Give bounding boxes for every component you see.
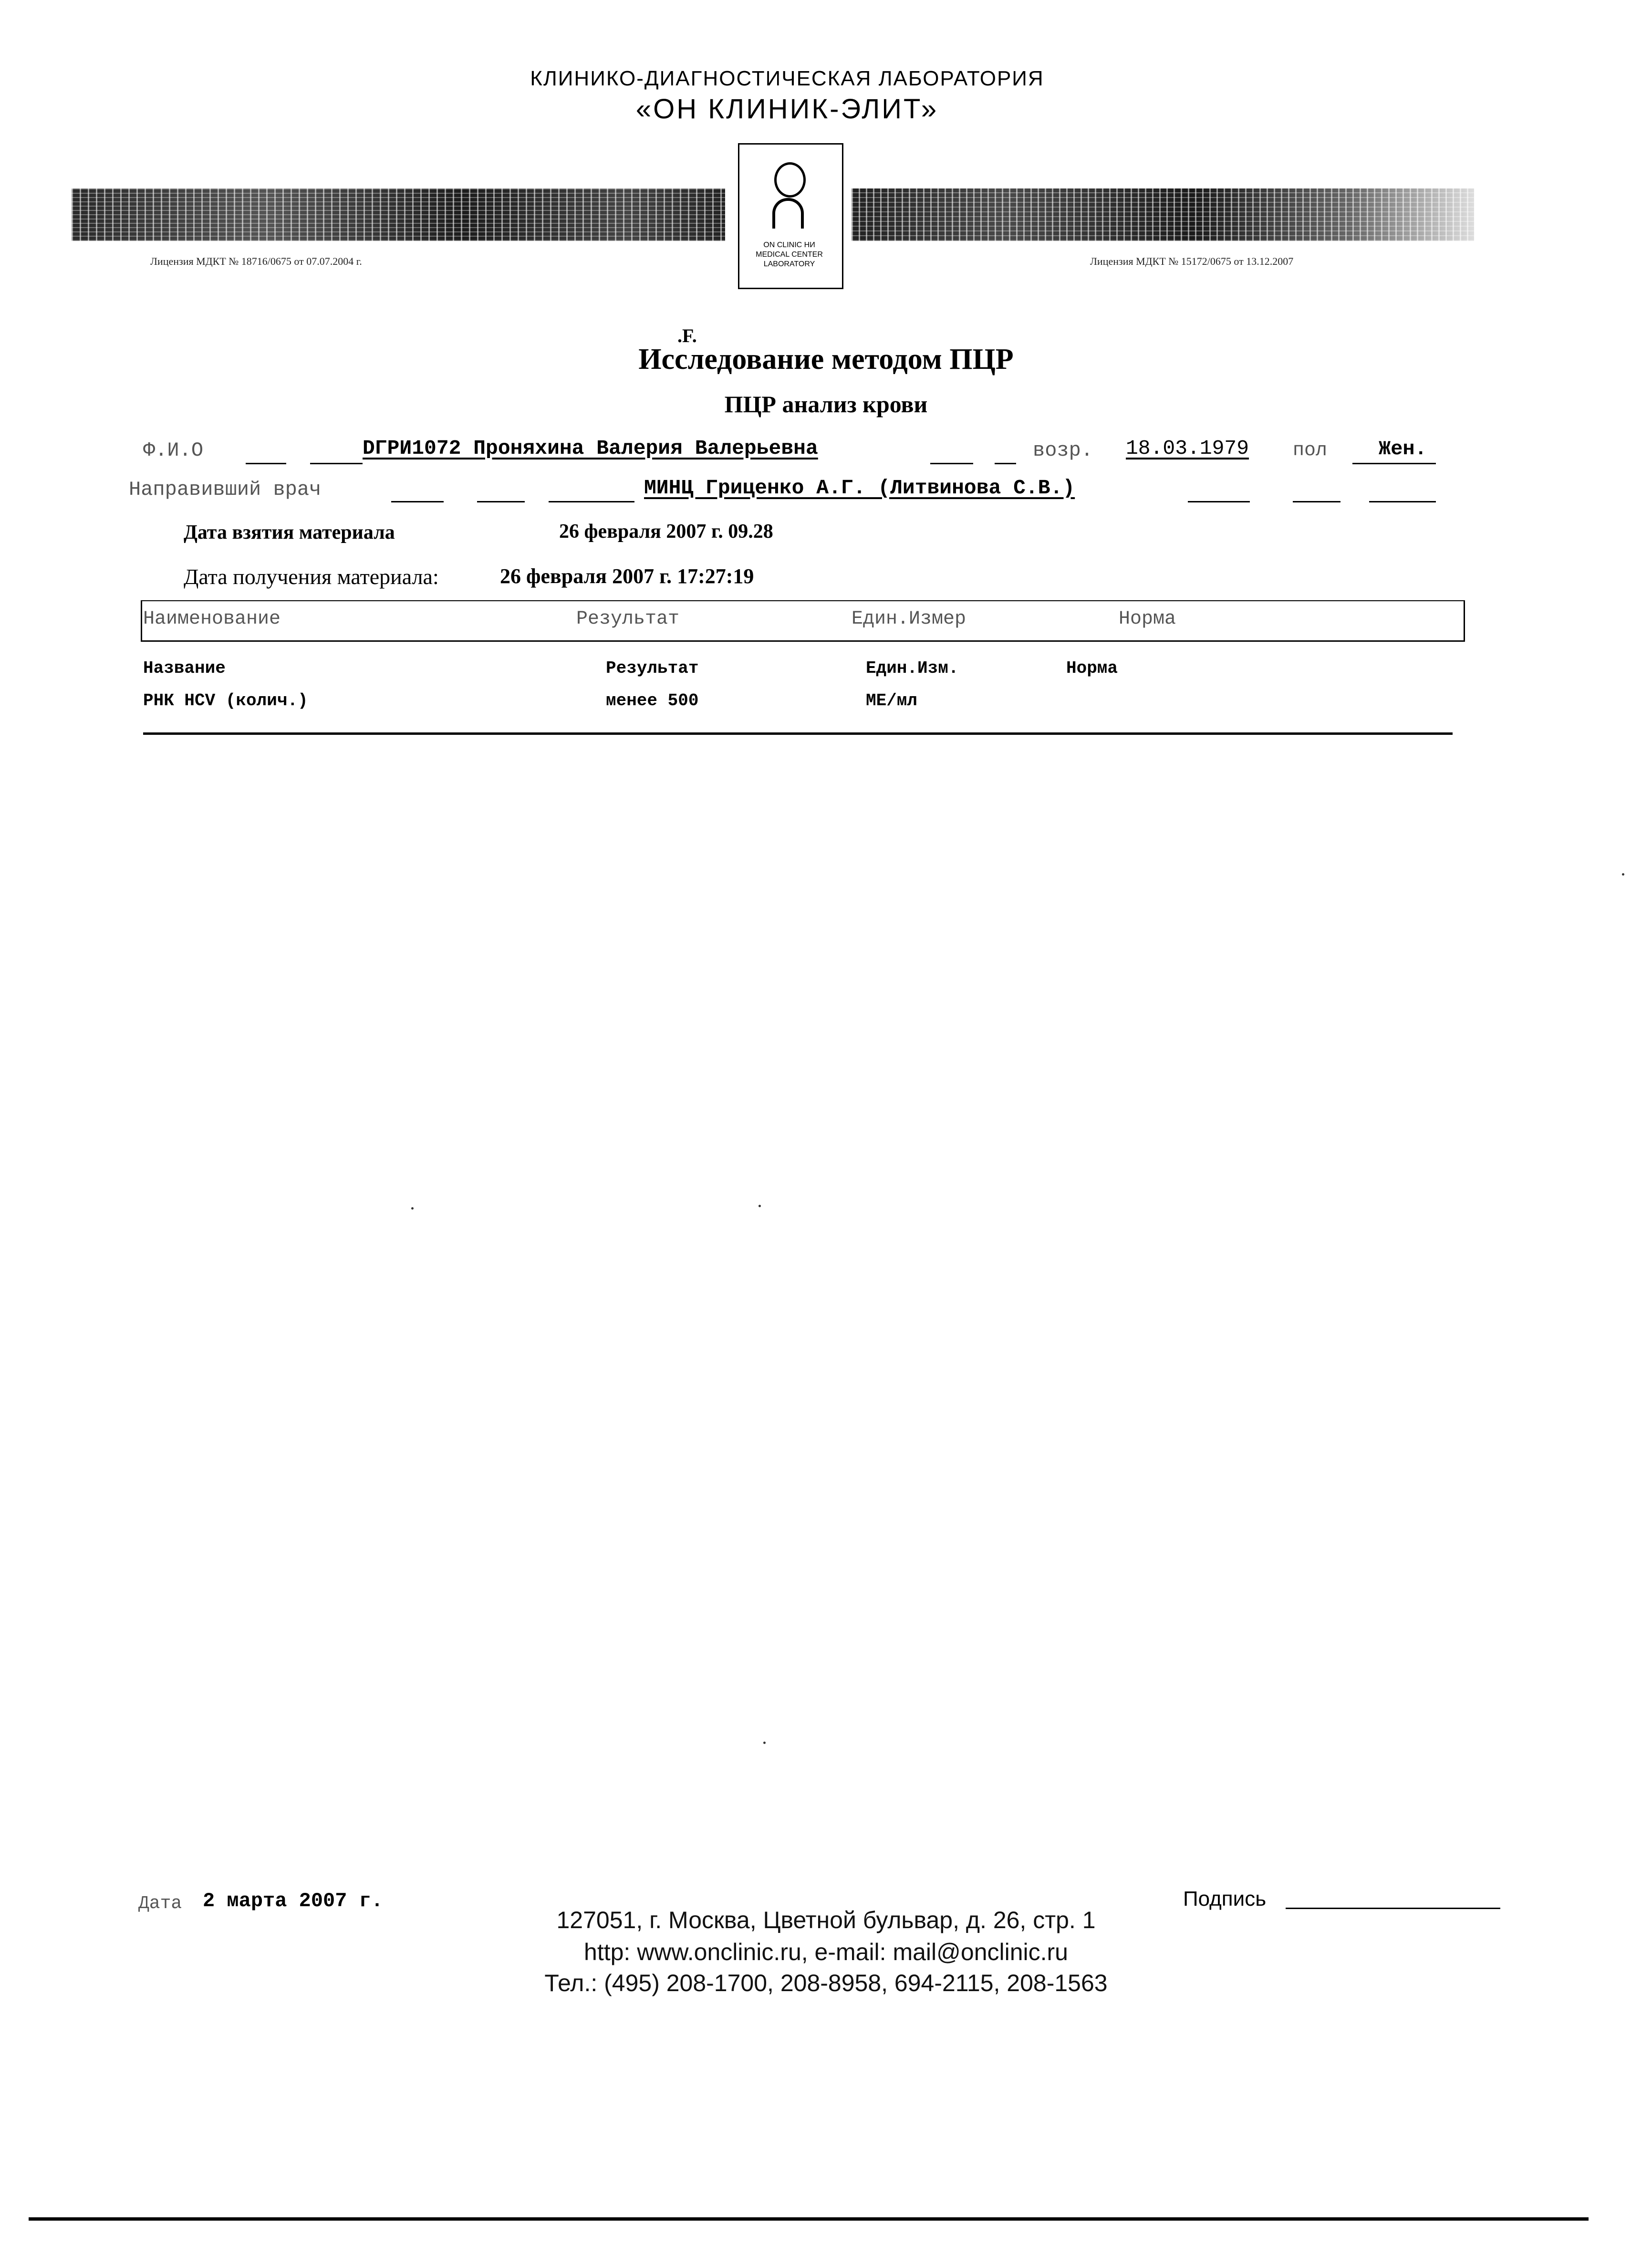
doctor-value: МИНЦ Гриценко А.Г. (Литвинова С.В.) [644,476,1075,500]
fio-underline-3 [930,463,973,464]
table-header-name: Наименование [143,608,281,630]
document-subtitle: ПЦР анализ крови [724,391,928,418]
fio-value: DГРИ1072 Проняхина Валерия Валерьевна [363,437,818,460]
fio-underline-2 [310,463,363,464]
fio-underline-4 [995,463,1016,464]
logo-caption-2: MEDICAL CENTER [756,251,823,259]
results-head-name: Название [143,658,226,678]
document-title: Исследование методом ПЦР [638,343,1014,376]
bottom-rule [29,2217,1589,2221]
results-end-rule [143,732,1453,735]
logo-caption-1: ON CLINIC НИ [763,241,815,249]
result-row-result: менее 500 [606,691,699,710]
signature-label: Подпись [1183,1887,1267,1910]
material-taken-value: 26 февраля 2007 г. 09.28 [559,521,773,543]
fio-label: Ф.И.О [143,439,204,462]
sex-label: пол [1293,440,1328,461]
scan-speck [1622,873,1624,876]
dob-value: 18.03.1979 [1126,437,1249,460]
result-row-unit: МЕ/мл [866,691,918,710]
license-left: Лицензия МДКТ № 18716/0675 от 07.07.2004 г. [150,255,362,267]
header-band-right [852,188,1474,241]
scan-speck [411,1207,414,1210]
date-value: 2 марта 2007 г. [203,1890,384,1912]
table-header-result: Результат [576,608,680,630]
f-mark: .F. [677,325,697,346]
doctor-underline-4 [1188,501,1250,502]
license-right: Лицензия МДКТ № 15172/0675 от 13.12.2007 [1090,255,1294,267]
material-taken-label: Дата взятия материала [184,522,395,543]
footer-web: http: www.onclinic.ru, e-mail: mail@onclinic.ru [584,1939,1068,1965]
scan-speck [763,1742,766,1744]
dob-label: возр. [1033,439,1093,462]
signature-line [1286,1908,1500,1909]
lab-name-line2: «ОН КЛИНИК-ЭЛИТ» [635,94,939,125]
footer-address: 127051, г. Москва, Цветной бульвар, д. 26, стр. 1 [556,1907,1096,1933]
sex-underline [1352,463,1436,464]
result-row-name: РНК HCV (колич.) [143,691,308,710]
logo-n-icon [772,198,804,229]
table-header-unit: Един.Измер [852,608,966,630]
doctor-underline-5 [1293,501,1340,502]
logo-caption-3: LABORATORY [763,260,815,268]
doctor-underline-1 [391,501,444,502]
doctor-label: Направивший врач [129,478,322,501]
footer-phones: Тел.: (495) 208-1700, 208-8958, 694-2115, 208-1563 [544,1970,1108,1996]
table-header-box [141,600,1465,642]
sex-value: Жен. [1379,438,1427,460]
material-received-label: Дата получения материала: [184,564,439,589]
logo-o-icon [774,162,806,198]
scan-speck [758,1205,761,1207]
lab-name-line1: КЛИНИКО-ДИАГНОСТИЧЕСКАЯ ЛАБОРАТОРИЯ [530,67,1044,90]
results-head-unit: Един.Изм. [866,658,959,678]
results-head-norm: Норма [1066,658,1118,678]
doctor-underline-3 [549,501,634,502]
fio-underline-1 [246,463,286,464]
doctor-underline-2 [477,501,525,502]
header-band-left [72,188,725,241]
date-label: Дата [138,1893,182,1914]
doctor-underline-6 [1369,501,1436,502]
table-header-norm: Норма [1119,608,1176,630]
material-received-value: 26 февраля 2007 г. 17:27:19 [500,564,754,588]
results-head-result: Результат [606,658,699,678]
